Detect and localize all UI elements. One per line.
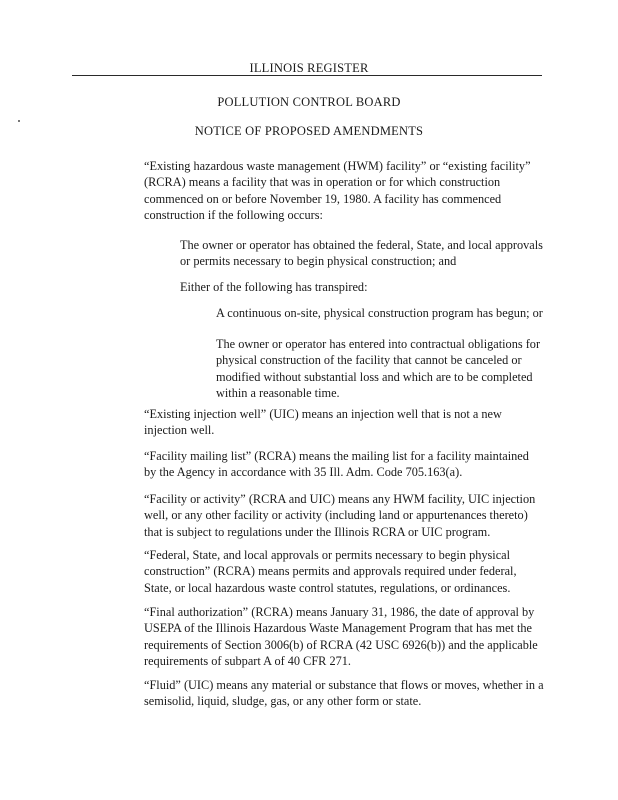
definition-facility-or-activity: “Facility or activity” (RCRA and UIC) means any HWM facility, UIC injection well, or any other facility or activity (including land or appurtenances thereto) that is subject to regulations under the Illinois RCRA or UIC program. — [144, 492, 536, 539]
register-title: ILLINOIS REGISTER — [249, 61, 369, 75]
definition-existing-hwm-facility: “Existing hazardous waste management (HWM) facility” or “existing facility” (RCRA) means a facility that was in operation or for which construction commenced on or before November 19, 1980. A facility has commenced construction if the following occurs: — [144, 159, 531, 223]
notice-title: NOTICE OF PROPOSED AMENDMENTS — [194, 124, 424, 138]
condition-contractual-obligations: The owner or operator has entered into contractual obligations for physical construction of the facility that cannot be canceled or modified without substantial loss and which are to be completed within a reasonable time. — [216, 337, 541, 401]
header-divider — [72, 75, 542, 76]
definition-facility-mailing-list: “Facility mailing list” (RCRA) means the mailing list for a facility maintained by the Agency in accordance with 35 Ill. Adm. Code 705.163(a). — [144, 449, 529, 480]
definition-final-authorization: “Final authorization” (RCRA) means January 31, 1986, the date of approval by USEPA of the Illinois Hazardous Waste Management Program that has met the requirements of Section 3006(b) of RCRA (42 USC 6926(b)) and the applicable requirements of subpart A of 40 CFR 271. — [144, 605, 538, 669]
definition-federal-state-local-approvals: “Federal, State, and local approvals or permits necessary to begin physical construction” (RCRA) means permits and approvals required under federal, State, or local hazardous waste control statutes, regulations, or ordinances. — [144, 548, 517, 595]
condition-either-transpired: Either of the following has transpired: — [180, 280, 368, 294]
board-title: POLLUTION CONTROL BOARD — [217, 95, 401, 109]
definition-existing-injection-well: “Existing injection well” (UIC) means an injection well that is not a new injection well. — [144, 407, 502, 438]
definition-fluid: “Fluid” (UIC) means any material or substance that flows or moves, whether in a semisolid, liquid, sludge, gas, or any other form or state. — [144, 678, 544, 709]
condition-owner-approvals: The owner or operator has obtained the federal, State, and local approvals or permits necessary to begin physical construction; and — [180, 238, 543, 269]
condition-continuous-program: A continuous on-site, physical construction program has begun; or — [216, 306, 543, 320]
scan-speck — [18, 120, 20, 122]
